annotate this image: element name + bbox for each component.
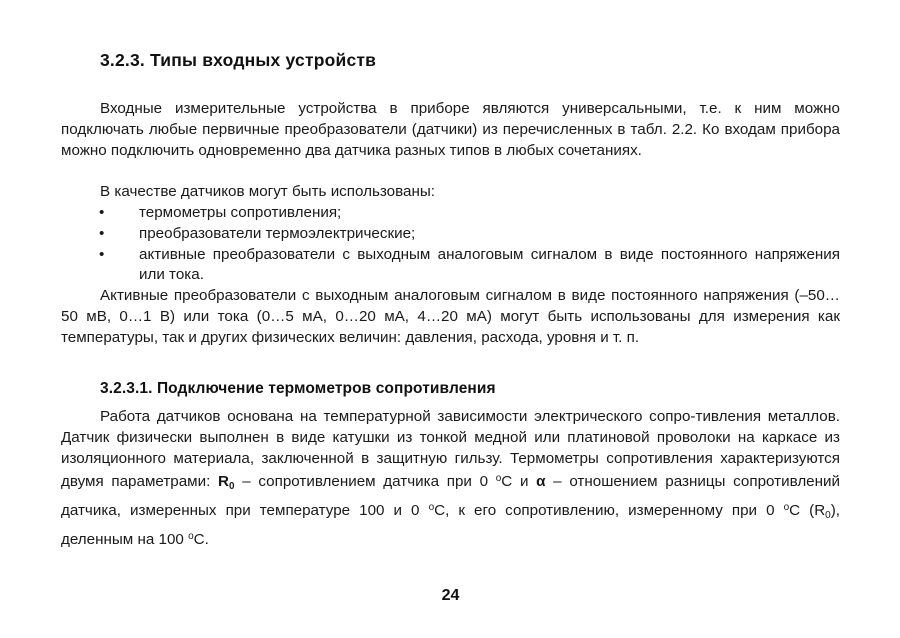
r-subscript: 0 <box>825 510 831 522</box>
bullet-icon: • <box>99 224 105 242</box>
page-number: 24 <box>441 587 460 604</box>
section-heading <box>100 50 376 71</box>
body-text: С. <box>193 530 209 548</box>
document-page <box>61 0 840 638</box>
list-item-text: термометры сопротивления; <box>139 204 342 221</box>
bullet-icon: • <box>99 245 105 263</box>
subsection-title: Подключение термометров сопротивления <box>156 380 496 397</box>
degree-mark: о <box>495 473 502 485</box>
body-text: ), деленным на 100 <box>61 502 841 548</box>
body-text: С (R <box>789 502 826 520</box>
section-title: Типы входных устройств <box>150 50 377 70</box>
list-item-text: преобразователи термоэлектрические; <box>139 224 416 242</box>
subsection-number: 3.2.3.1. <box>100 380 153 397</box>
list-item-text: активные преобразователи с выходным аналоговым сигналом в виде постоянного напряжения или тока. <box>139 245 840 284</box>
body-text: – сопротивлением датчика при 0 <box>234 473 496 491</box>
subsection-paragraph <box>61 407 840 551</box>
degree-mark: о <box>188 530 194 542</box>
intro-paragraph-3: Активные преобразователи с выходным аналоговым сигналом в виде постоянного напряжения (–50…50 мВ, 0…1 В) или тока (0…5 мА, 0…20 мА, 4…20 мА) могут быть использованы для измерения как температуры, так и других физических величин: давления, расхода, уровня и т. п. <box>61 287 840 346</box>
section-number: 3.2.3. <box>100 50 145 70</box>
sensor-type-list <box>61 203 840 286</box>
intro-paragraph-1: Входные измерительные устройства в приборе являются универсальными, т.е. к ним можно подключать любые первичные преобразователи (датчики) из перечисленных в табл. 2.2. Ко входам прибора можно подключить одновременно два датчика разных типов в любых сочетаниях. <box>61 100 840 159</box>
degree-mark: о <box>428 502 435 514</box>
r0-symbol <box>218 473 235 493</box>
body-text: С и <box>501 473 537 491</box>
list-item <box>61 203 840 224</box>
list-item <box>61 224 840 245</box>
degree-mark: о <box>783 502 790 514</box>
subsection-heading <box>100 380 496 398</box>
r-letter: R <box>218 473 229 491</box>
body-text: С, к его сопротивлению, измеренному при 0 <box>434 502 784 520</box>
body-text: Работа датчиков основана на температурной зависимости электрического сопро-тивления металлов. Датчик физически выполнен в виде катушки из тонкой медной или платиновой проволоки на каркасе из изоляционного материала, заключенной в защитную гильзу. Термометры сопротивления характеризуются двумя параметрами: <box>61 408 840 491</box>
bullet-icon: • <box>99 204 105 221</box>
body-text: – отношением разницы сопротивлений датчика, измеренных при температуре 100 и 0 <box>61 473 840 520</box>
list-item <box>61 245 840 287</box>
alpha-symbol: α <box>536 473 546 491</box>
intro-paragraph-2: В качестве датчиков могут быть использованы: <box>100 183 435 200</box>
r-subscript: 0 <box>228 481 235 493</box>
